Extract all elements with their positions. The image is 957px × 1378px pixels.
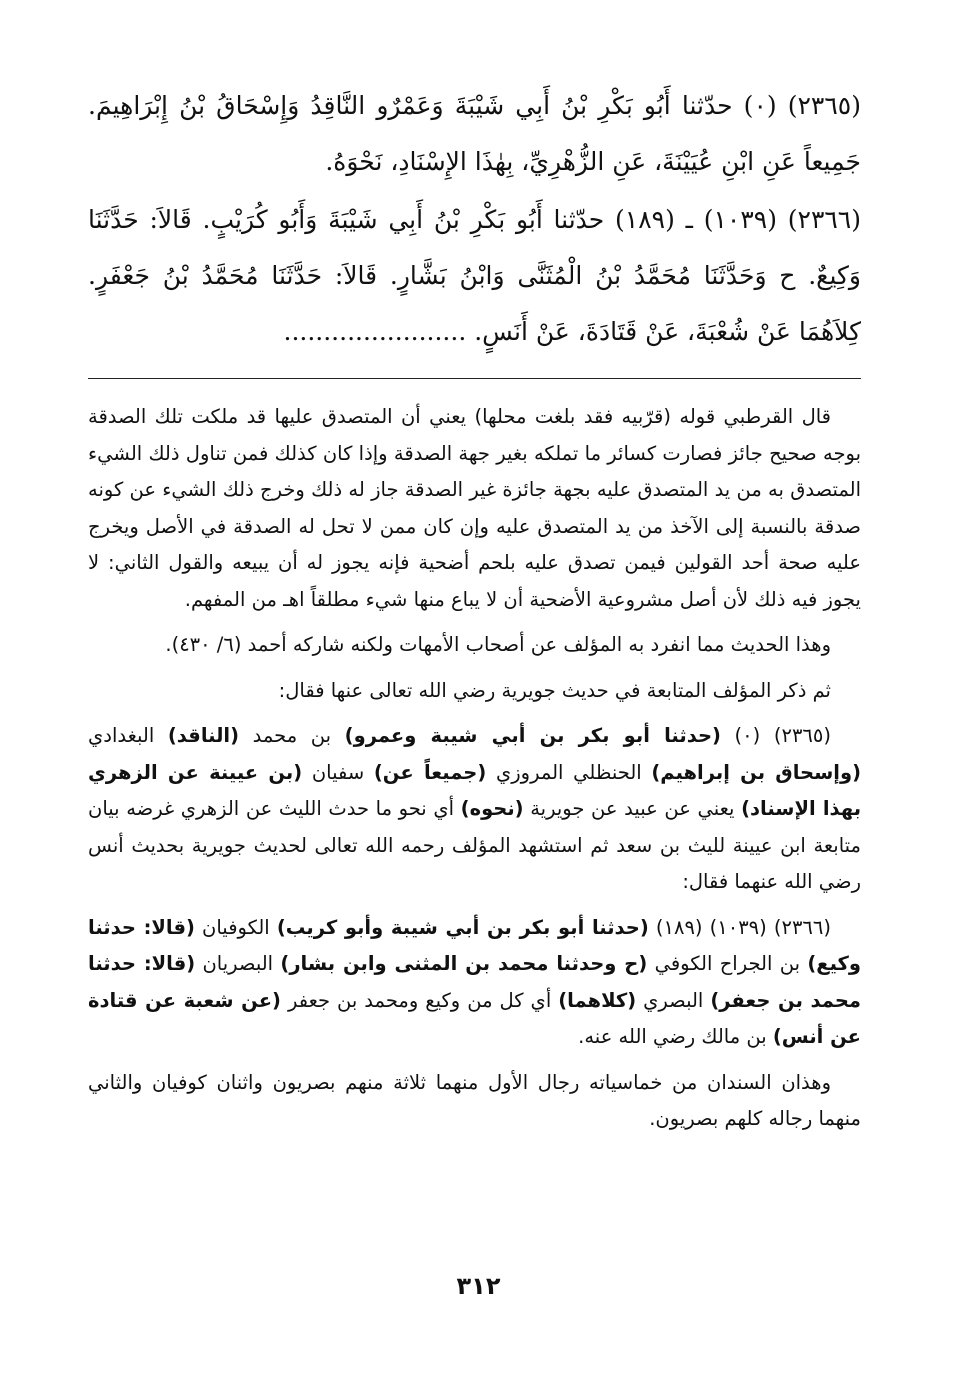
commentary-2366-bold-1: (حدثنا أبو بكر بن أبي شيبة وأبو كريب) — [276, 915, 649, 939]
commentary-qurtubi: قال القرطبي قوله (قرّبيه فقد بلغت محلها) يعني أن المتصدق عليها قد ملكت تلك الصدقة بوجه صحيح جائز فصارت كسائر ما تملكه بغير جهة الصدقة وإذا كان كذلك فمن تناول ذلك الشيء المتصدق به من يد المتصدق عليه بجهة جائزة غير الصدقة جاز له ذلك وخرج ذلك الشيء عن كونه صدقة بالنسبة إلى الآخذ من يد المتصدق عليه وإن كان ممن لا تحل له الصدقة في الأصل ويخرج عليه صحة أحد القولين فيمن تصدق عليه بلحم أضحية فإنه يجوز له أن يبيعه والقول الثاني: لا يجوز فيه ذلك لأن أصل مشروعية الأضحية أن لا يباع منها شيء مطلقاً اهـ من المفهم. — [88, 405, 861, 611]
commentary-2365-text-3: الحنظلي المروزي — [495, 760, 642, 784]
hadith-2366 — [88, 192, 861, 360]
hadith-2366-text: (٢٣٦٦) (١٠٣٩) ـ (١٨٩) حدّثنا أَبُو بَكْرِ بْنُ أَبِي شَيْبَةَ وَأَبُو كُرَيْبٍ. قَالاَ: حَدَّثَنَا وَكِيعٌ. ح وَحَدَّثَنَا مُحَمَّدُ بْنُ الْمُثَنَّى وَابْنُ بَشَّارٍ. قَالاَ: حَدَّثَنَا مُحَمَّدُ بْنُ جَعْفَرٍ. كِلاَهُمَا عَنْ شُعْبَةَ، عَنْ قَتَادَةَ، عَنْ أَنَسٍ. — [88, 205, 861, 346]
commentary-2366 — [88, 910, 861, 1056]
commentary-2366-text-4: البصري — [643, 988, 704, 1012]
commentary-2365-text-4: سفيان — [311, 760, 365, 784]
commentary-2365-text-2: البغدادي — [88, 724, 155, 747]
commentary-2366-bold-4: (قالا: حدثنا محمد بن جعفر) — [88, 952, 861, 1012]
commentary-2366-text-6: بن مالك رضي الله عنه. — [578, 1025, 767, 1048]
commentary-2365-text-5: يعني عن عبيد عن جويرية — [530, 797, 735, 820]
commentary-2365-number: (٢٣٦٥) (٠) — [734, 724, 831, 747]
commentary-2366-number: (٢٣٦٦) (١٠٣٩) (١٨٩) — [655, 915, 831, 939]
commentary-closing: وهذان السندان من خماسياته رجال الأول منهما ثلاثة منهم بصريون واثنان كوفيان والثاني منهما رجاله كلهم بصريون. — [88, 1070, 861, 1130]
page-body — [88, 78, 861, 1378]
commentary-intro: ثم ذكر المؤلف المتابعة في حديث جويرية رضي الله تعالى عنها فقال: — [278, 678, 831, 702]
commentary-2366-text-3: البصريان — [202, 952, 274, 975]
commentary-2365 — [88, 718, 861, 901]
commentary-2366-text-1: الكوفيان — [202, 915, 270, 939]
commentary-2365-bold-3: (وإسحاق بن إبراهيم) — [651, 760, 861, 784]
commentary-2366-bold-6: (عن شعبة عن قتادة عن أنس) — [88, 988, 861, 1048]
commentary-2366-text-5: أي كل من وكيع ومحمد بن جعفر — [287, 988, 552, 1012]
commentary-2365-bold-6: (نحوه) — [460, 797, 524, 820]
commentary-block — [88, 399, 861, 1138]
commentary-2365-text-6: أي نحو ما حدث الليث عن الزهري غرضه بيان متابعة ابن عيينة لليث بن سعد ثم استشهد المؤلف رحمه الله تعالى لحديث جويرية بحديث أنس رضي الله عنهما فقال: — [88, 797, 861, 893]
commentary-2366-bold-3: (ح وحدثنا محمد بن المثنى وابن بشار) — [280, 952, 648, 975]
hadith-text-block — [88, 78, 861, 360]
commentary-2365-bold-4: (جميعاً عن) — [373, 760, 487, 784]
commentary-2365-text-1: بن محمد — [252, 724, 332, 747]
commentary-2365-bold-2: (الناقد) — [167, 724, 240, 747]
hadith-2365: (٢٣٦٥) (٠) حدّثنا أَبُو بَكْرِ بْنُ أَبِي شَيْبَةَ وَعَمْرٌو النَّاقِدُ وَإِسْحَاقُ بْنُ إِبْرَاهِيمَ. جَمِيعاً عَنِ ابْنِ عُيَيْنَةَ، عَنِ الزُّهْرِيِّ، بِهٰذَا الإِسْنَادِ، نَحْوَهُ. — [88, 91, 861, 176]
commentary-2366-bold-2: (قالا: حدثنا وكيع) — [88, 915, 861, 975]
commentary-2365-bold-5: (بن عيينة عن الزهري بهذا الإسناد) — [88, 760, 862, 820]
commentary-reference: وهذا الحديث مما انفرد به المؤلف عن أصحاب الأمهات ولكنه شاركه أحمد (٦/ ٤٣٠). — [165, 633, 831, 656]
page-number: ٣١٢ — [456, 1272, 501, 1300]
commentary-2366-bold-5: (كلاهما) — [558, 988, 637, 1012]
commentary-2366-text-2: بن الجراح الكوفي — [654, 952, 801, 975]
commentary-2365-bold-1: (حدثنا أبو بكر بن أبي شيبة وعمرو) — [344, 724, 721, 747]
section-divider — [88, 378, 861, 379]
ellipsis-dots: ....................... — [283, 317, 467, 346]
